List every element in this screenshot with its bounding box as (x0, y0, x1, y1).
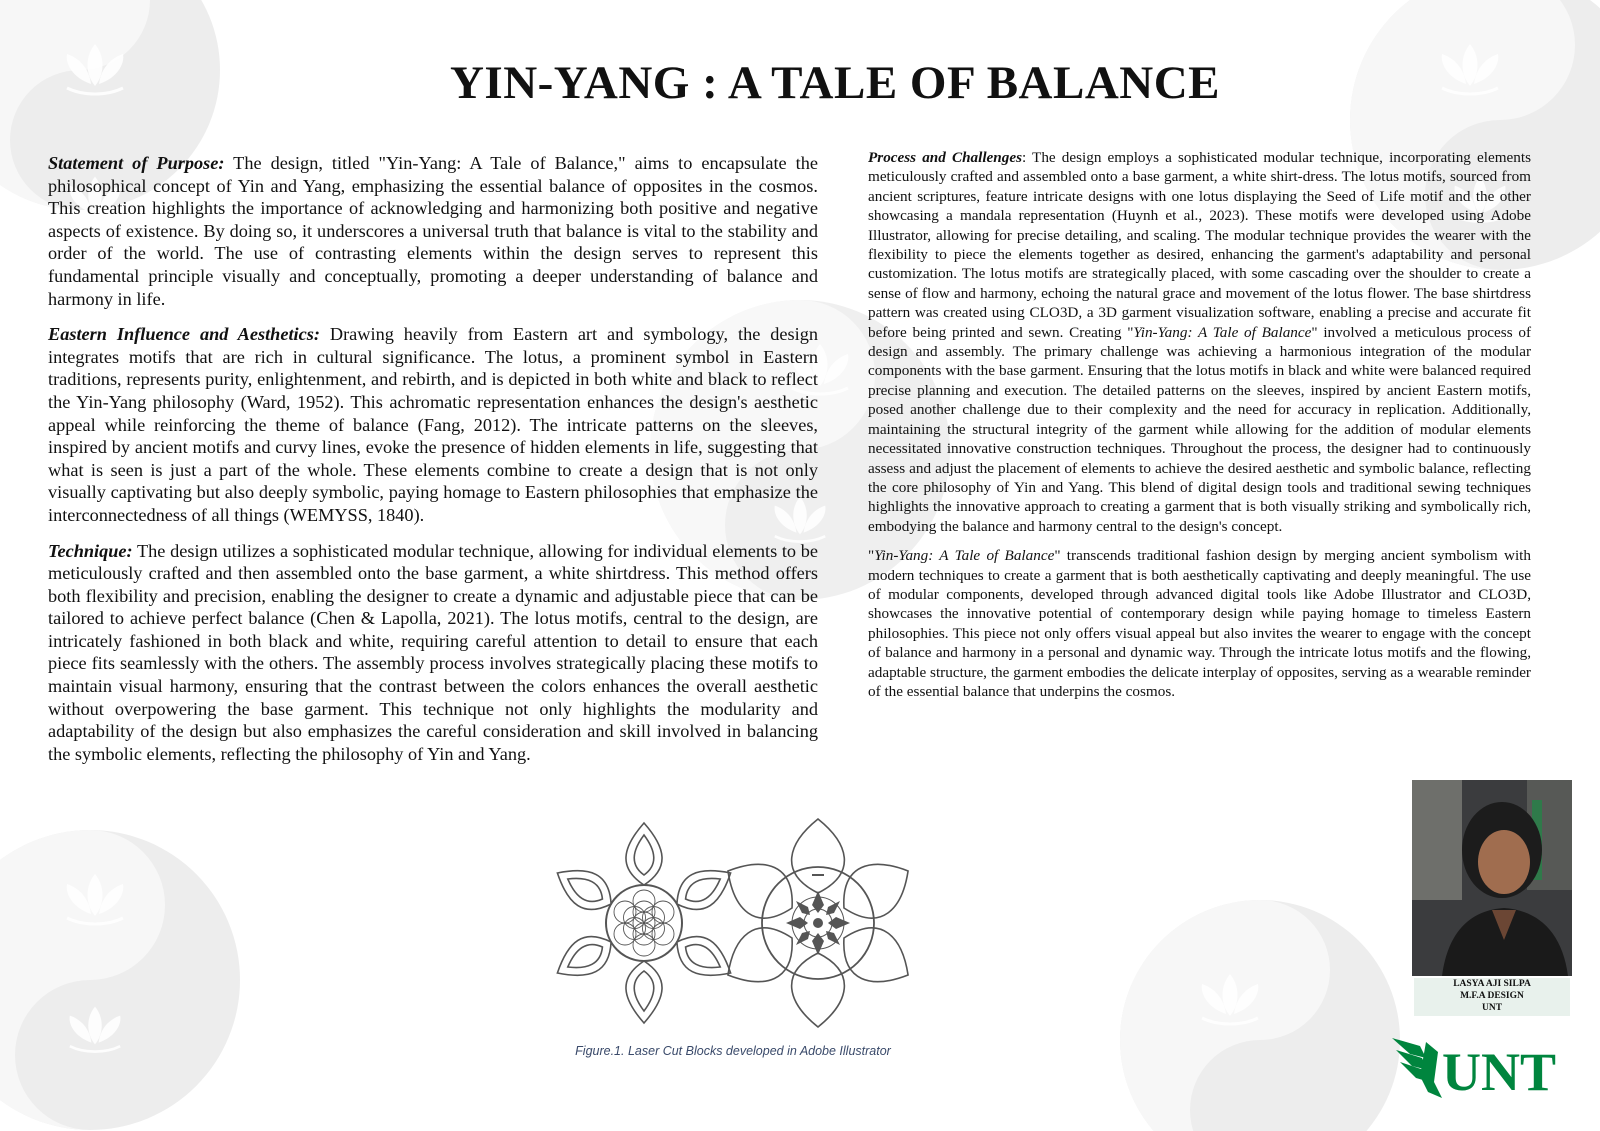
mandala-lotus-icon (715, 819, 916, 1027)
process-challenges-body-2: " involved a meticulous process of design and assembly. The primary challenge was achieving a harmonious integration of the modular components with the base garment. Ensuring that the lotus motifs in black and white were balanced required precise planning and execution. The detailed patterns on the sleeves, inspired by ancient Eastern motifs, posed another challenge due to their complexity and the need for accuracy in replication. Additionally, maintaining the structural integrity of the garment while allowing for the addition of modular elements necessitated innovative construction techniques. Throughout the process, the designer had to continuously assess and adjust the placement of elements to achieve the desired aesthetic and symbolic balance, reflecting the core philosophy of Yin and Yang. This blend of digital design tools and traditional sewing techniques highlights the innovative approach to creating a garment that is both visually striking and symbolically rich, embodying the balance and harmony central to the design's concept. (868, 323, 1532, 535)
poster-title: YIN-YANG : A TALE OF BALANCE (449, 57, 1221, 109)
right-text-column (868, 148, 1531, 711)
author-institution: UNT (1481, 1003, 1503, 1013)
technique-paragraph (48, 540, 818, 766)
unt-logo (1390, 1032, 1570, 1100)
statement-of-purpose-heading: Statement of Purpose: (48, 153, 225, 173)
yin-yang-bottom-left (0, 830, 240, 1130)
yin-yang-bottom-right (1120, 900, 1400, 1131)
conclusion-open-quote: " (868, 547, 875, 565)
technique-body: The design utilizes a sophisticated modular technique, allowing for individual elements to be meticulously crafted and then assembled onto the base garment, a white shirtdress. This method offers both flexibility and precision, enabling the designer to create a dynamic and adjustable piece that can be tailored to achieve perfect balance (Chen & Lapolla, 2021). The lotus motifs, central to the design, are intricately fashioned in both black and white, requiring careful attention to detail to ensure that each piece fits seamlessly with the others. The assembly process involves strategically placing these motifs to maintain visual harmony, ensuring that the contrast between the colors enhances the overall aesthetic without overpowering the base garment. This technique not only highlights the modularity and adaptability of the design but also emphasizes the careful consideration and skill involved in balancing the symbolic elements, reflecting the philosophy of Yin and Yang. (48, 540, 818, 764)
conclusion-title-reference: Yin-Yang: A Tale of Balance (874, 547, 1055, 565)
unt-wordmark: UNT (1442, 1042, 1557, 1100)
conclusion-paragraph (868, 546, 1531, 701)
process-challenges-paragraph (868, 148, 1531, 536)
author-caption (1414, 978, 1570, 1016)
statement-of-purpose-paragraph (48, 152, 818, 310)
figure-caption: Figure.1. Laser Cut Blocks developed in Adobe Illustrator (575, 1044, 891, 1058)
author-degree: M.F.A DESIGN (1460, 991, 1524, 1001)
author-portrait-image (1412, 780, 1572, 976)
process-challenges-heading: Process and Challenges (868, 149, 1022, 166)
eastern-influence-body: Drawing heavily from Eastern art and symbology, the design integrates motifs that are rich in cultural significance. The lotus, a prominent symbol in Eastern traditions, represents purity, enlightenment, and rebirth, and is depicted in both white and black to reflect the Yin-Yang philosophy (Ward, 1952). This achromatic representation enhances the design's aesthetic appeal while reinforcing the theme of balance (Fang, 2012). The intricate patterns on the sleeves, inspired by ancient motifs and curvy lines, evoke the presence of hidden elements in life, suggesting that what is seen is just a part of the whole. These elements combine to create a design that is not only visually captivating but also deeply symbolic, paying homage to Eastern philosophies that emphasize the interconnectedness of all things (WEMYSS, 1840). (48, 324, 818, 525)
technique-heading: Technique: (48, 540, 133, 561)
process-challenges-body-1: : The design employs a sophisticated modular technique, incorporating elements meticulously crafted and assembled onto a base garment, a white shirt-dress. The lotus motifs, sourced from ancient scriptures, feature intricate designs with one lotus displaying the Seed of Life motif and the other showcasing a mandala representation (Huynh et al., 2023). These motifs were developed using Adobe Illustrator, allowing for precise detailing, and scaling. The modular technique provides the wearer with the flexibility to piece the elements together as desired, enhancing the garment's adaptability and personal customization. The lotus motifs are strategically placed, with some cascading over the shoulder to create a sense of flow and harmony, echoing the natural grace and movement of the lotus flower. The base shirtdress pattern was created using CLO3D, a 3D garment visualization software, enabling a precise and accurate fit before being printed and sewn. Creating " (868, 149, 1531, 341)
author-photo (1412, 780, 1572, 976)
laser-cut-lotus-figure (556, 816, 916, 1030)
eastern-influence-paragraph (48, 323, 818, 526)
process-title-reference: Yin-Yang: A Tale of Balance (1133, 323, 1312, 341)
seed-of-life-lotus-icon (556, 823, 740, 1023)
statement-of-purpose-body: The design, titled "Yin-Yang: A Tale of Balance," aims to encapsulate the philosophical concept of Yin and Yang, emphasizing the essential balance of opposites in the cosmos. This creation highlights the importance of acknowledging and harmonizing both positive and negative aspects of existence. By doing so, it underscores a universal truth that balance is vital to the stability and order of the world. The use of contrasting elements within the design serves to represent this fundamental principle visually and conceptually, promoting a deeper understanding of balance and harmony in life. (48, 153, 818, 309)
eastern-influence-heading: Eastern Influence and Aesthetics: (48, 324, 320, 345)
left-text-column (48, 152, 818, 778)
author-name: LASYA AJI SILPA (1453, 979, 1531, 989)
eagle-icon (1392, 1038, 1442, 1098)
conclusion-body: " transcends traditional fashion design by merging ancient symbolism with modern techniques to create a garment that is both aesthetically captivating and deeply meaningful. The use of modular components, developed through advanced digital tools like Adobe Illustrator and CLO3D, showcases the innovative potential of contemporary design while paying homage to timeless Eastern philosophies. This piece not only offers visual appeal but also invites the wearer to engage with the concept of balance and harmony in a personal and dynamic way. Through the intricate lotus motifs and the flowing, adaptable structure, the garment embodies the delicate interplay of opposites, serving as a wearable reminder of the essential balance that underpins the cosmos. (868, 547, 1531, 700)
